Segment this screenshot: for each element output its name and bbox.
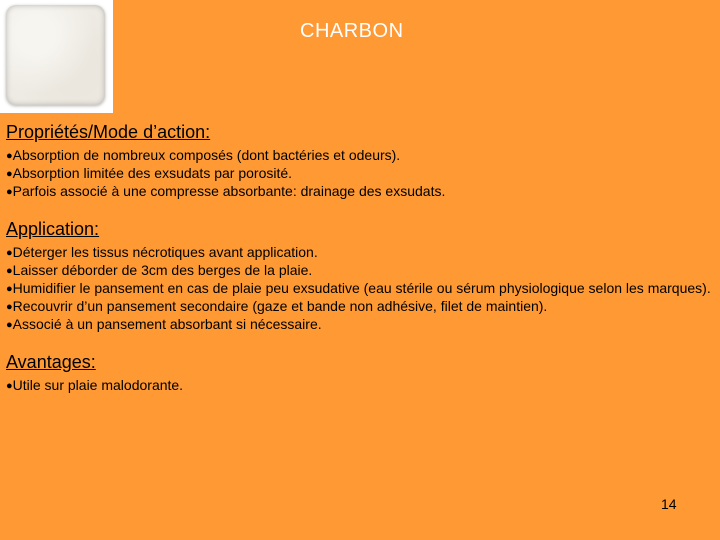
- list-item: ●Absorption limitée des exsudats par porosité.: [6, 165, 293, 181]
- list-item: ●Laisser déborder de 3cm des berges de la plaie.: [6, 262, 313, 278]
- list-item: ●Déterger les tissus nécrotiques avant application.: [6, 244, 318, 260]
- bullet-icon: ●: [6, 283, 13, 295]
- charcoal-dressing-photo: [0, 0, 113, 113]
- list-item: ●Parfois associé à une compresse absorbante: drainage des exsudats.: [6, 183, 446, 199]
- section-application: [6, 219, 711, 334]
- bullet-icon: ●: [6, 380, 13, 392]
- bullet-icon: ●: [6, 301, 13, 313]
- list-item: ●Humidifier le pansement en cas de plaie peu exsudative (eau stérile ou sérum physiologique selon les marques).: [6, 280, 711, 296]
- dressing-pad: [6, 5, 105, 105]
- page-number: 14: [661, 496, 677, 512]
- section-heading-advantages: Avantages:: [6, 352, 96, 372]
- list-item: ●Recouvrir d’un pansement secondaire (gaze et bande non adhésive, filet de maintien).: [6, 298, 548, 314]
- list-item: ●Associé à un pansement absorbant si nécessaire.: [6, 316, 322, 332]
- bullet-icon: ●: [6, 265, 13, 277]
- advantages-list: [6, 377, 711, 395]
- section-advantages: [6, 352, 711, 395]
- slide-title: CHARBON: [300, 20, 404, 42]
- bullet-icon: ●: [6, 247, 13, 259]
- application-list: [6, 244, 711, 334]
- section-heading-application: Application:: [6, 219, 100, 239]
- bullet-icon: ●: [6, 150, 13, 162]
- list-item: ●Utile sur plaie malodorante.: [6, 377, 184, 393]
- section-properties: [6, 122, 711, 201]
- list-item: ●Absorption de nombreux composés (dont bactéries et odeurs).: [6, 147, 401, 163]
- bullet-icon: ●: [6, 168, 13, 180]
- bullet-icon: ●: [6, 319, 13, 331]
- slide-content: [6, 122, 711, 413]
- bullet-icon: ●: [6, 186, 13, 198]
- properties-list: [6, 147, 711, 201]
- section-heading-properties: Propriétés/Mode d’action:: [6, 122, 211, 142]
